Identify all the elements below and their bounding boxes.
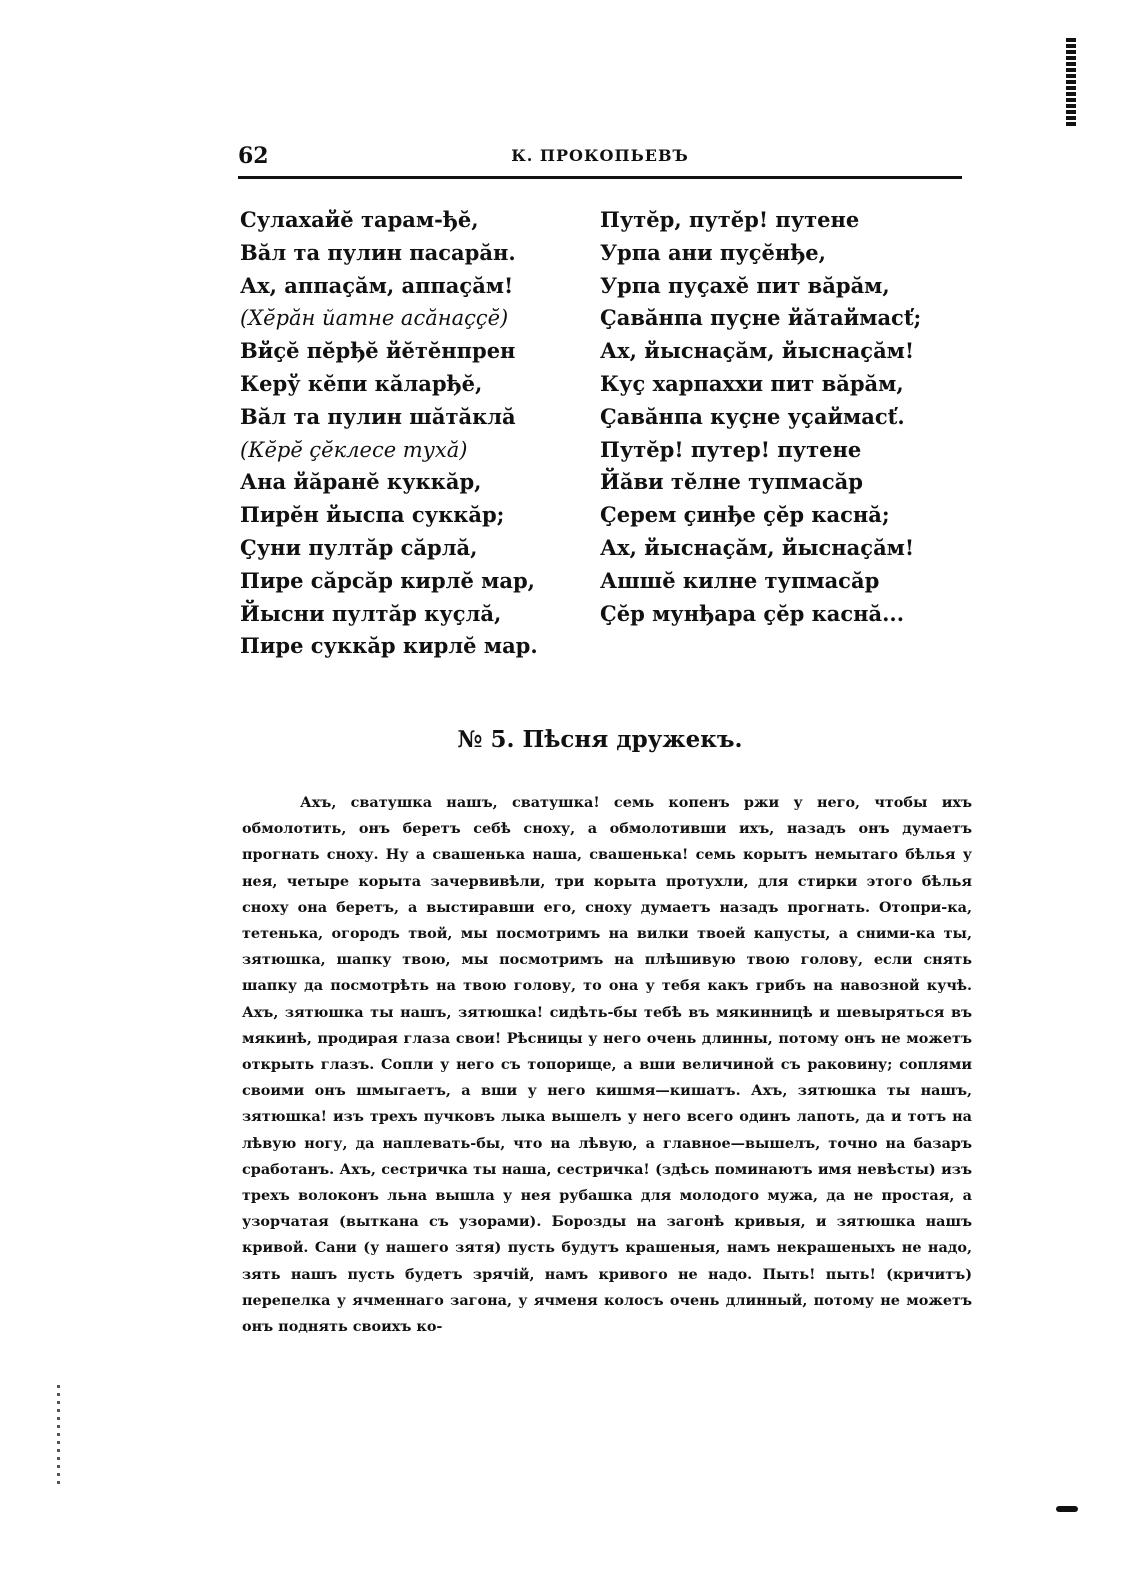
verse-line: Ах, йыснаçăм, йыснаçăм!: [600, 338, 915, 364]
verse-line: Пире сăрсăр кирлĕ мар,: [240, 567, 535, 593]
verse-line: Ашшĕ килне тупмасăр: [600, 567, 880, 593]
header-rule: [238, 176, 962, 179]
verse-line: Урпа ани пуçĕнђе,: [600, 239, 826, 265]
verse-line: Ах, йыснаçăм, йыснаçăм!: [600, 534, 915, 560]
verse-line: Çуни пултăр сăрлă,: [240, 534, 478, 560]
verse-line: Керў кĕпи кăларђĕ,: [240, 370, 483, 396]
verse-line: Çавăнпа куçне уçаймасť.: [600, 403, 905, 429]
verse-column-right: [600, 204, 921, 630]
verse-line: Йысни пултăр куçлă,: [240, 600, 502, 626]
scan-edge-mark: [57, 1385, 60, 1485]
scan-edge-mark: [1066, 38, 1076, 128]
page-number: 62: [238, 143, 269, 169]
verse-line: Сулахайĕ тарам-ђĕ,: [240, 207, 479, 232]
verse-line: (Кĕрĕ çĕклесе тухă): [240, 437, 468, 462]
running-title: К. ПРОКОПЬЕВЪ: [511, 146, 689, 165]
verse-line: Вйçĕ пĕрђĕ йĕтĕнпрен: [240, 338, 516, 364]
verse-line: Вăл та пулин шăтăклă: [240, 403, 516, 429]
verse-line: Урпа пуçахĕ пит вăрăм,: [600, 272, 890, 298]
verse-line: (Хĕрăн йатне асăнаççĕ): [240, 306, 509, 331]
running-head: [238, 143, 962, 173]
verse-line: Çерем çинђе çĕр каснӑ;: [600, 502, 890, 528]
verse-line: Ана йăранĕ куккăр,: [240, 469, 482, 495]
verse-line: Путĕр, путĕр! путене: [600, 207, 860, 232]
verse-line: Вăл та пулин пасарăн.: [240, 239, 516, 265]
verse-line: Путĕр! путер! путене: [600, 436, 862, 462]
scan-edge-mark: [1056, 1506, 1078, 1512]
verse-line: Пире суккăр кирлĕ мар.: [240, 633, 538, 659]
verse-line: Çĕр мунђара çĕр каснӑ...: [600, 600, 905, 626]
verse-line: Пирĕн йыспа суккăр;: [240, 502, 505, 528]
verse-line: Йăви тĕлне тупмасăр: [600, 469, 863, 495]
verse-line: Çавăнпа пуçне йăтаймасť;: [600, 305, 922, 331]
verse-line: Куç харпаххи пит вăрăм,: [600, 370, 904, 396]
verse-line: Ах, аппаçăм, аппаçăм!: [240, 272, 514, 298]
section-title: № 5. Пѣсня дружекъ.: [457, 726, 743, 753]
verse-column-left: [240, 204, 538, 663]
prose-paragraph: Ахъ, сватушка нашъ, сватушка! семь копенъ ржи у него, чтобы ихъ обмолотить, онъ беретъ себѣ сноху, а обмолотивши ихъ, назадъ онъ думаетъ прогнать сноху. Ну а свашенька наша, свашенька! семь корытъ немытаго бѣлья у нея, четыре корыта зачервивѣли, три корыта протухли, для стирки этого бѣлья сноху она беретъ, а выстиравши его, сноху думаетъ назадъ прогнать. Отопри-ка, тетенька, огородъ твой, мы посмотримъ на вилки твоей капусты, а сними-ка ты, зятюшка, шапку твою, мы посмотримъ на плѣшивую твою голову, если снять шапку да посмотрѣть на твою голову, то она у тебя какъ грибъ на навозной кучѣ. Ахъ, зятюшка ты нашъ, зятюшка! сидѣть-бы тебѣ въ мякинницѣ и шевыряться въ мякинѣ, продирая глаза свои! Рѣсницы у него очень длинны, потому онъ не можетъ открыть глазъ. Сопли у него съ топорище, а вши величиной съ раковину; соплями своими онъ шмыгаетъ, а вши у него кишмя—кишатъ. Ахъ, зятюшка ты нашъ, зятюшка! изъ трехъ пучковъ лыка вышелъ у него всего одинъ лапоть, да и тотъ на лѣвую ногу, да наплевать-бы, что на лѣвую, а главное—вышелъ, точно на базаръ сработанъ. Ахъ, сестричка ты наша, сестричка! (здѣсь поминаютъ имя невѣсты) изъ трехъ волоконъ льна вышла у нея рубашка для молодого мужа, да не простая, а узорчатая (вытканa съ узорами). Борозды на загонѣ кривыя, и зятюшка нашъ кривой. Сани (у нашего зятя) пусть будутъ крашеныя, намъ некрашеныхъ не надо, зять нашъ пусть будетъ зрячій, намъ кривого не надо. Пыть! пыть! (кричитъ) перепелка у ячменнаго загона, у ячменя колосъ очень длинный, потому не можетъ онъ поднять своихъ ко-: [242, 794, 972, 1336]
